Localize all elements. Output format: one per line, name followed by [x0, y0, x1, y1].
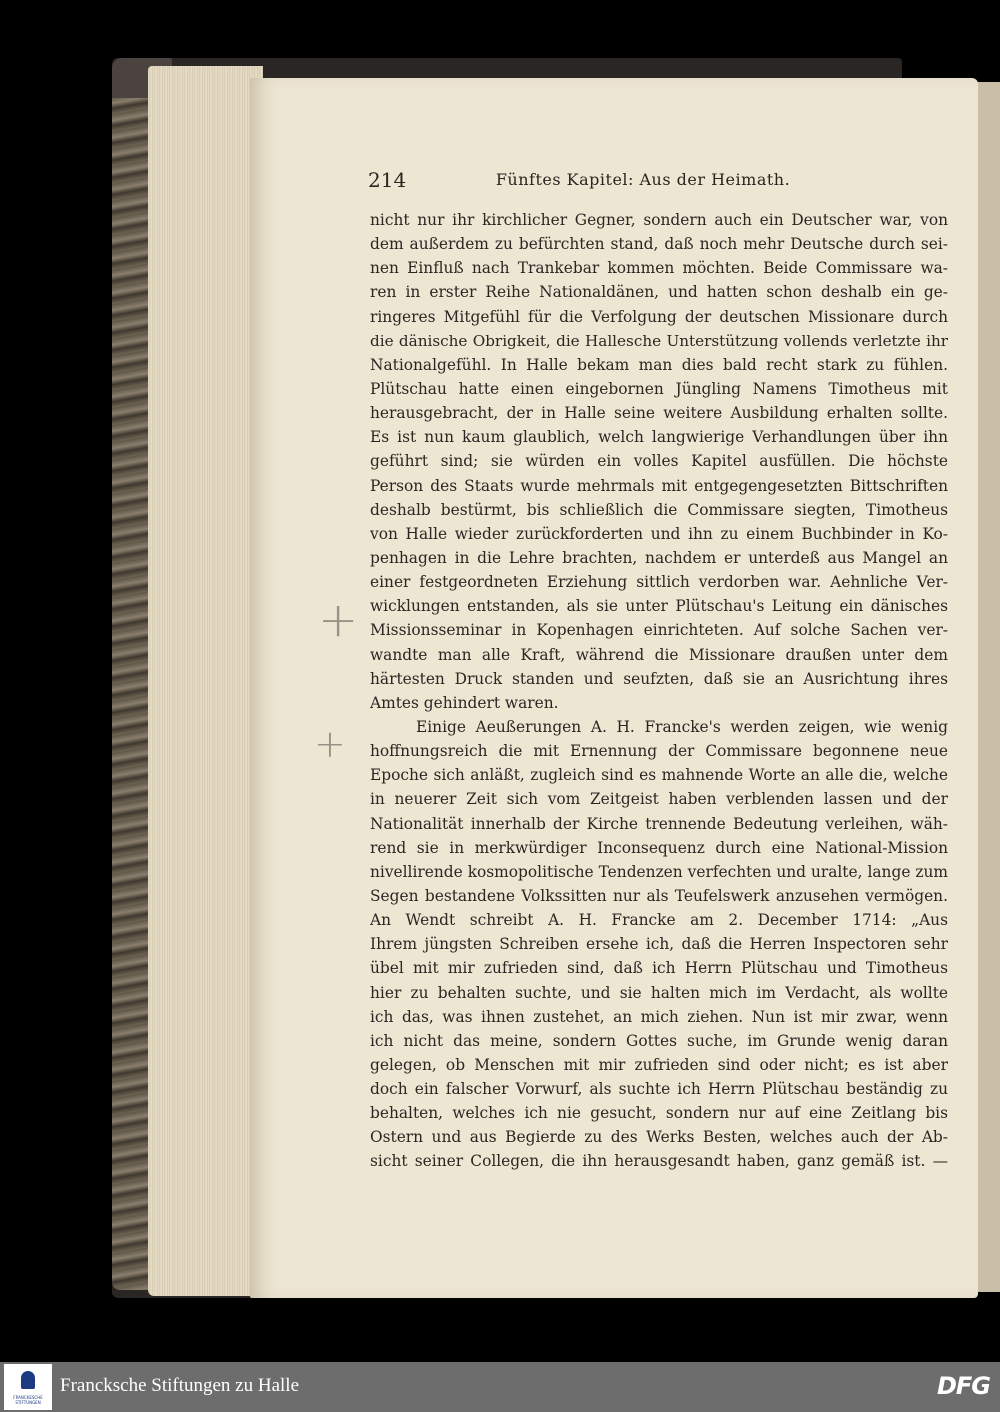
text-line: Plütschau hatte einen eingebornen Jüngling Namens Timotheus mit: [370, 379, 948, 398]
text-line: Missionsseminar in Kopenhagen einrichteten. Auf solche Sachen ver-: [370, 621, 948, 640]
viewer-footer: [0, 1362, 1000, 1412]
text-line: behalten, welches ich nie gesucht, sondern nur auf eine Zeitlang bis: [370, 1104, 948, 1123]
text-line: Einige Aeußerungen A. H. Francke's werden zeigen, wie wenig: [416, 717, 948, 736]
text-line: sicht seiner Collegen, die ihn herausgesandt haben, ganz gemäß ist. —: [370, 1152, 948, 1171]
text-line: nicht nur ihr kirchlicher Gegner, sondern auch ein Deutscher war, von: [370, 211, 948, 229]
text-line: Nationalgefühl. In Halle bekam man dies bald recht stark zu fühlen.: [370, 355, 948, 374]
text-line: An Wendt schreibt A. H. Francke am 2. December 1714: „Aus: [370, 911, 948, 930]
text-line: wandte man alle Kraft, während die Missionare draußen unter dem: [370, 645, 948, 664]
pencil-mark-cross: +: [318, 592, 359, 648]
text-line: Epoche sich anläßt, zugleich sind es mahnende Worte an alle die, welche: [370, 766, 948, 785]
logo-caption: FRANCKESCHE STIFTUNGEN: [13, 1395, 43, 1405]
institution-name: Francksche Stiftungen zu Halle: [60, 1375, 300, 1396]
text-line: Ihrem jüngsten Schreiben ersehe ich, daß die Herren Inspectoren sehr: [370, 935, 948, 954]
text-line: ren in erster Reihe Nationaldänen, und hatten schon deshalb ein ge-: [370, 283, 948, 302]
text-line: nivellirende kosmopolitische Tendenzen verfechten und uralte, lange zum: [370, 862, 948, 881]
text-line: Es ist nun kaum glaublich, welch langwierige Verhandlungen über ihn: [370, 428, 948, 447]
text-line: in neuerer Zeit sich vom Zeitgeist haben verblenden lassen und der: [370, 790, 948, 809]
text-line: gelegen, ob Menschen mit mir zufrieden sind oder nicht; es ist aber: [370, 1055, 948, 1074]
text-line: hoffnungsreich die mit Ernennung der Commissare begonnene neue: [370, 742, 948, 761]
text-line: doch ein falscher Vorwurf, als suchte ich Herrn Plütschau beständig zu: [370, 1080, 948, 1099]
text-line: die dänische Obrigkeit, die Hallesche Unterstützung vollends verletzte ihr: [370, 331, 948, 350]
text-line: nen Einfluß nach Trankebar kommen möchten. Beide Commissare wa-: [370, 259, 948, 278]
text-line: Amtes gehindert waren.: [370, 693, 559, 712]
franckesche-stiftungen-logo-icon[interactable]: [4, 1364, 52, 1410]
text-line: hier zu behalten suchte, und sie halten mich im Verdacht, als wollte: [370, 983, 948, 1002]
text-line: wicklungen entstanden, als sie unter Plütschau's Leitung ein dänisches: [370, 597, 948, 616]
pencil-mark-cross: +: [314, 722, 346, 766]
text-line: penhagen in die Lehre brachten, nachdem er unterdeß aus Mangel an: [370, 548, 948, 567]
running-head-title: Fünftes Kapitel: Aus der Heimath.: [495, 170, 791, 189]
text-line: Person des Staats wurde mehrmals mit entgegengesetzten Bittschriften: [370, 476, 948, 495]
book-spine: [112, 80, 152, 1290]
text-line: Ostern und aus Begierde zu des Werks Besten, welches auch der Ab-: [370, 1128, 948, 1147]
text-line: rend sie in merkwürdiger Inconsequenz durch eine National-Mission: [370, 838, 948, 857]
text-line: von Halle wieder zurückforderten und ihn zu einem Buchbinder in Ko-: [370, 524, 948, 543]
page-right-edge: [975, 82, 1000, 1292]
text-line: härtesten Druck standen und seufzten, daß sie an Ausrichtung ihres: [370, 669, 948, 688]
logo-symbol-icon: [21, 1371, 35, 1389]
page-edges: [148, 66, 263, 1296]
page-number: 214: [368, 168, 407, 192]
text-line: übel mit mir zufrieden sind, daß ich Herrn Plütschau und Timotheus: [370, 959, 948, 978]
text-line: Segen bestandene Volkssitten nur als Teufelswerk anzusehen vermögen.: [370, 886, 948, 905]
page-body-text: [370, 208, 948, 1174]
text-line: ringeres Mitgefühl für die Verfolgung der deutschen Missionare durch: [370, 307, 948, 326]
text-line: herausgebracht, der in Halle seine weitere Ausbildung erhalten sollte.: [370, 404, 948, 423]
text-line: dem außerdem zu befürchten stand, daß noch mehr Deutsche durch sei-: [370, 235, 948, 254]
text-line: einer festgeordneten Erziehung sittlich verdorben war. Aehnliche Ver-: [370, 573, 948, 592]
text-line: deshalb bestürmt, bis schließlich die Commissare siegten, Timotheus: [370, 500, 948, 519]
text-line: ich das, was ihnen zustehet, an mich ziehen. Nun ist mir zwar, wenn: [370, 1007, 948, 1026]
text-line: Nationalität innerhalb der Kirche trennende Bedeutung verleihen, wäh-: [370, 814, 948, 833]
dfg-logo[interactable]: DFG: [936, 1372, 990, 1400]
text-line: ich nicht das meine, sondern Gottes suche, im Grunde wenig daran: [370, 1031, 948, 1050]
text-line: geführt sind; sie würden ein volles Kapitel ausfüllen. Die höchste: [370, 452, 948, 471]
running-head: [368, 168, 948, 192]
